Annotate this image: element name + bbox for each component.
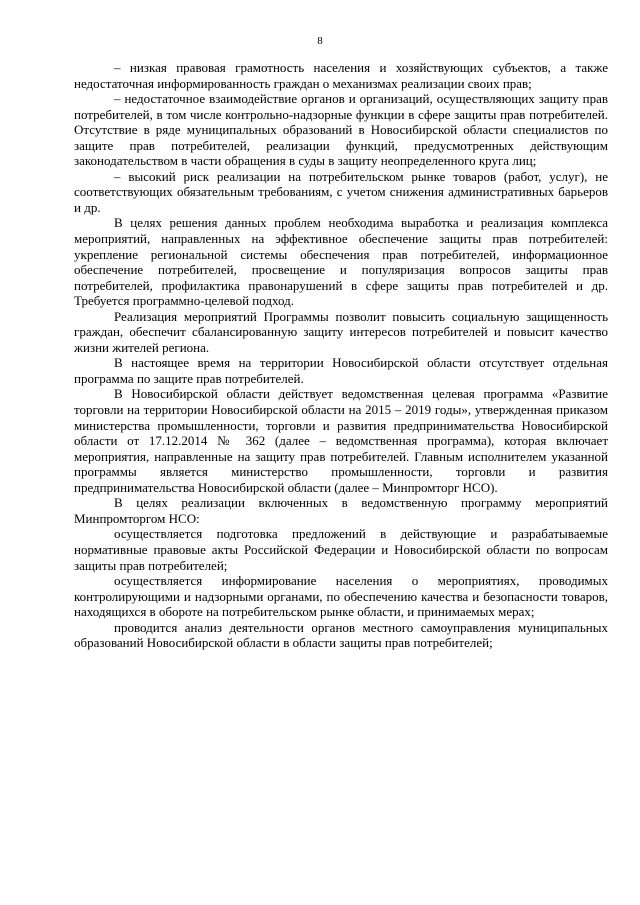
document-body bbox=[74, 60, 608, 651]
paragraph-8: В целях реализации включенных в ведомственную программу мероприятий Минпромторгом НСО: bbox=[74, 495, 608, 526]
paragraph-5: Реализация мероприятий Программы позволит повысить социальную защищенность граждан, обеспечит сбалансированную защиту интересов потребителей и повысит качество жизни жителей региона. bbox=[74, 308, 608, 355]
paragraph-2: – недостаточное взаимодействие органов и организаций, осуществляющих защиту прав потребителей, в том числе контрольно-надзорные функции в сфере защиты прав потребителей. Отсутствие в ряде муниципальных образований в Новосибирской области специалистов по защите прав потребителей, реализации функций, предусмотренных действующим законодательством в части обращения в суды в защиту неопределенного круга лиц; bbox=[74, 91, 608, 169]
paragraph-7: В Новосибирской области действует ведомственная целевая программа «Развитие торговли на территории Новосибирской области на 2015 – 2019 годы», утвержденная приказом министерства промышленности, торговли и развития предпринимательства Новосибирской области от 17.12.2014 № 362 (далее – ведомственная программа), которая включает мероприятия, направленные на защиту прав потребителей. Главным исполнителем указанной программы является министерство промышленности, торговли и развития предпринимательства Новосибирской области (далее – Минпромторг НСО). bbox=[74, 386, 608, 495]
paragraph-11: проводится анализ деятельности органов местного самоуправления муниципальных образований Новосибирской области в области защиты прав потребителей; bbox=[74, 619, 608, 651]
page-number: 8 bbox=[317, 35, 323, 47]
paragraph-6: В настоящее время на территории Новосибирской области отсутствует отдельная программа по защите прав потребителей. bbox=[74, 355, 608, 386]
paragraph-10: осуществляется информирование населения о мероприятиях, проводимых контролирующими и надзорными органами, по обеспечению качества и безопасности товаров, находящихся в обороте на потребительском рынке области, и принимаемых мерах; bbox=[74, 573, 608, 620]
paragraph-4: В целях решения данных проблем необходима выработка и реализация комплекса мероприятий, направленных на эффективное обеспечение защиты прав потребителей: укрепление региональной системы обеспечения прав потребителей, информационное обеспечение потребителей, просвещение и популяризация вопросов защиты прав потребителей, профилактика правонарушений в сфере защиты прав потребителей и др. Требуется программно-целевой подход. bbox=[74, 215, 608, 309]
paragraph-9: осуществляется подготовка предложений в действующие и разрабатываемые нормативные правовые акты Российской Федерации и Новосибирской области по вопросам защиты прав потребителей; bbox=[74, 526, 608, 573]
paragraph-3: – высокий риск реализации на потребительском рынке товаров (работ, услуг), не соответствующих обязательным требованиям, с учетом снижения административных барьеров и др. bbox=[74, 168, 608, 215]
paragraph-1: – низкая правовая грамотность населения и хозяйствующих субъектов, а также недостаточная информированность граждан о механизмах реализации своих прав; bbox=[74, 60, 608, 91]
